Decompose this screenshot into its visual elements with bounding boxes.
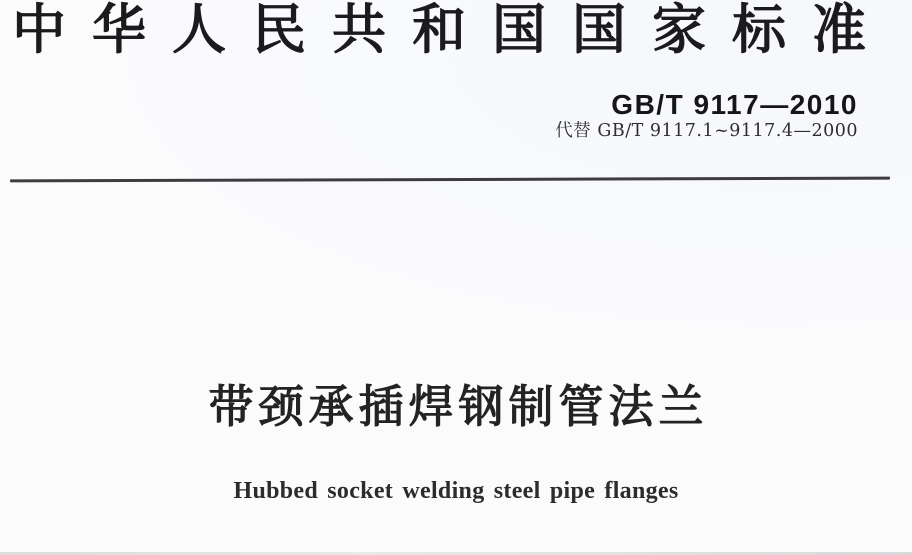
divider-rule [10, 177, 890, 183]
document-title-english: Hubbed socket welding steel pipe flanges [233, 478, 679, 504]
standard-number: GB/T 9117—2010 [611, 89, 858, 120]
standard-identifier-block [555, 90, 858, 142]
replaces-note: 代替 GB/T 9117.1~9117.4—2000 [555, 121, 858, 142]
document-title-chinese: 带颈承插焊钢制管法兰 [208, 380, 709, 433]
national-standard-heading: 中华人民共和国国家标准 [12, 0, 892, 61]
